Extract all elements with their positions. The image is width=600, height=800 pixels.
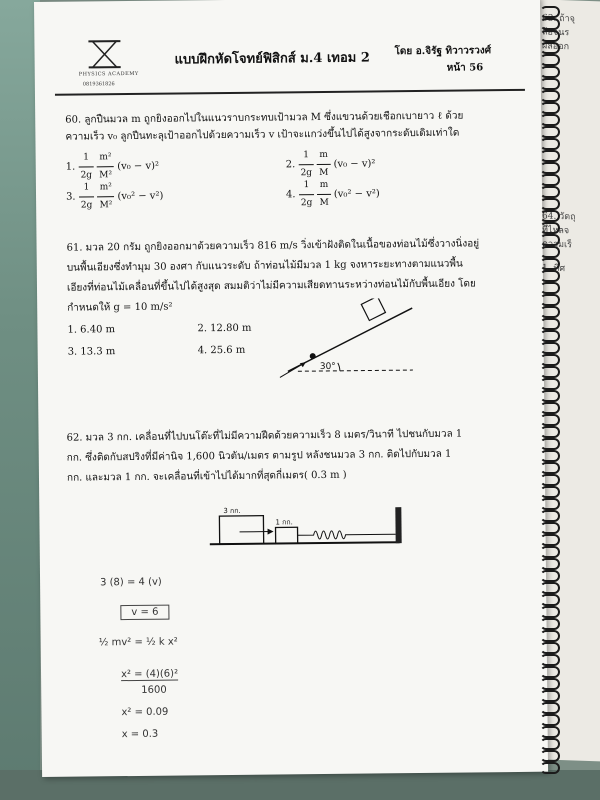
spiral-coil (540, 270, 560, 282)
spiral-coil (540, 510, 560, 522)
choice-number: 1. (65, 161, 76, 173)
spiral-coil (540, 90, 560, 102)
spiral-coil (540, 258, 560, 270)
spiral-coil (540, 630, 560, 642)
choice-tail: (v₀ − v)² (117, 160, 160, 173)
behind-line: ที่ไหลจ (542, 225, 570, 237)
frac-num: 1 (298, 147, 314, 165)
spiral-coil (540, 702, 560, 714)
spiral-coil (540, 654, 560, 666)
block-1kg-label: 1 กก. (275, 518, 293, 527)
q61-text-line3: เอียงที่ท่อนไม้เคลื่อนที่ขึ้นไปได้สูงสุด สมมติว่าไม่มีความเสียดทานระหว่างท่อนไม้กับพื้นเอียง โดย (66, 278, 476, 294)
spiral-coil (540, 534, 560, 546)
hand-line-energy: ½ mv² = ½ k x² (98, 636, 178, 649)
q61-choice-1: 1. 6.40 m (67, 324, 116, 336)
q60-text-line2: ความเร็ว v₀ ลูกปืนทะลุเป้าออกไปด้วยความเร็ว v เป้าจะแกว่งขึ้นไปได้สูงจากระดับเดิมเท่าใด (65, 127, 460, 143)
choice-number: 3. (65, 191, 76, 203)
spiral-coil (540, 30, 560, 42)
spiral-coil (540, 570, 560, 582)
spiral-coil (540, 342, 560, 354)
choice-number: 4. (285, 189, 296, 201)
frac-den: 2g (80, 170, 93, 181)
behind-line: ผลออก (542, 41, 570, 53)
spiral-coil (540, 606, 560, 618)
spiral-coil (540, 762, 560, 774)
spiral-coil (540, 174, 560, 186)
behind-line: 1. ทิศ (542, 263, 566, 275)
spiral-coil (540, 150, 560, 162)
spiral-coil (540, 582, 560, 594)
spiral-coil (540, 138, 560, 150)
spiral-coil (540, 42, 560, 54)
behind-line: ล้อจนร (542, 27, 570, 39)
behind-line: ความเร็ (542, 239, 572, 251)
spiral-coil (540, 390, 560, 402)
spiral-coil (540, 6, 560, 18)
spiral-coil (540, 186, 560, 198)
frac-num: 1 (299, 177, 315, 195)
spiral-coil (540, 210, 560, 222)
spiral-coil (540, 666, 560, 678)
spiral-coil (540, 354, 560, 366)
spiral-coil (540, 54, 560, 66)
angle-arc (338, 363, 340, 371)
spiral-coil (540, 114, 560, 126)
spiral-coil (540, 546, 560, 558)
horizontal-reference (298, 370, 413, 371)
spiral-coil (540, 18, 560, 30)
spiral-coil (540, 162, 560, 174)
motion-arrow-head (268, 529, 274, 535)
spiral-coil (540, 486, 560, 498)
q62-text-line3: กก. และมวล 1 กก. จะเคลื่อนที่เข้าไปได้มากที่สุดกี่เมตร( 0.3 m ) (66, 469, 347, 484)
spiral-coil (540, 306, 560, 318)
spiral-coil (540, 438, 560, 450)
spiral-coil (540, 642, 560, 654)
block-1kg (276, 527, 298, 543)
frac-den: M² (99, 170, 113, 181)
spiral-coil (540, 366, 560, 378)
hand-line-momentum: 3 (8) = 4 (v) (100, 576, 162, 589)
header-divider (55, 89, 525, 96)
q62-text-line2: กก. ซึ่งติดกับสปริงที่มีค่านิจ 1,600 นิวตัน/เมตร ตามรูป หลังชนมวล 3 กก. ติดไปกับมวล 1 (66, 448, 452, 464)
q61-choice-3: 3. 13.3 m (67, 346, 116, 358)
spiral-coil (540, 714, 560, 726)
hand-line-x2-value: x² = 0.09 (121, 706, 169, 719)
spiral-coil (540, 66, 560, 78)
choice-tail: (v₀² − v²) (333, 188, 380, 200)
spiral-coil (540, 462, 560, 474)
angle-label: 30° (319, 361, 336, 373)
q62-text-line1: 62. มวล 3 กก. เคลื่อนที่ไปบนโต๊ะที่ไม่มีความฝืดด้วยความเร็ว 8 เมตร/วินาที ไปชนกับมวล 1 (66, 428, 463, 444)
spiral-coil (540, 102, 560, 114)
behind-line: 64. วัตถุ (542, 211, 576, 223)
choice-number: 2. (285, 159, 296, 171)
spiral-coil (540, 78, 560, 90)
q60-choice-3 (66, 179, 164, 215)
spiral-coil (540, 594, 560, 606)
spiral-binding (540, 0, 562, 790)
frac-den: M² (99, 200, 113, 211)
frac-den: M (319, 197, 329, 209)
background-fabric (0, 0, 40, 800)
wood-block (361, 298, 385, 321)
spiral-coil (540, 222, 560, 234)
hand-line-x2: x² = (4)(6)² (120, 668, 179, 681)
hand-boxed-result: v = 6 (120, 605, 169, 621)
collision-spring-diagram (209, 502, 410, 554)
page-title: แบบฝึกหัดโจทย์ฟิสิกส์ ม.4 เทอม 2 (174, 50, 370, 68)
frac-num: m² (97, 149, 114, 167)
frac-num: 1 (79, 179, 95, 197)
hourglass-logo-icon (84, 39, 124, 69)
logo-phone: 0819361826 (82, 81, 115, 88)
choice-tail: (v₀² − v²) (117, 190, 164, 203)
spiral-coil (540, 414, 560, 426)
spiral-coil (540, 558, 560, 570)
spiral-coil (540, 474, 560, 486)
q61-choice-4: 4. 25.6 m (197, 344, 246, 357)
frac-num: 1 (78, 149, 94, 167)
spiral-coil (540, 246, 560, 258)
hand-line-answer: x = 0.3 (121, 728, 159, 741)
spiral-coil (540, 378, 560, 390)
q60-choice-4 (286, 176, 380, 212)
q61-text-line4: กำหนดให้ g = 10 m/s² (67, 301, 173, 314)
incline-diagram (257, 298, 418, 380)
spiral-coil (540, 726, 560, 738)
spiral-coil (540, 522, 560, 534)
spiral-coil (540, 450, 560, 462)
q61-text-line2: บนพื้นเอียงซึ่งทำมุม 30 องศา กับแนวระดับ ถ้าท่อนไม้มีมวล 1 kg จงหาระยะทางตามแนวพื้น (66, 258, 463, 274)
frac-den: 2g (300, 198, 313, 209)
frac-den: M (319, 167, 329, 179)
frac-den: 2g (80, 200, 93, 211)
frac-num: m² (97, 179, 114, 197)
q61-choice-2: 2. 12.80 m (197, 322, 252, 335)
frac-den: 2g (300, 168, 313, 179)
frac-num: m (317, 177, 330, 195)
spiral-coil (540, 690, 560, 702)
block-3kg (219, 516, 263, 544)
spiral-coil (540, 126, 560, 138)
choice-tail: (v₀ − v)² (333, 158, 376, 170)
spiral-coil (540, 426, 560, 438)
hand-line-denominator: 1600 (141, 684, 167, 696)
spiral-coil (540, 318, 560, 330)
wall (395, 507, 401, 543)
worksheet-page (34, 0, 548, 777)
spiral-coil (540, 234, 560, 246)
spiral-coil (540, 750, 560, 762)
logo-text: PHYSICS ACADEMY (78, 70, 139, 78)
incline-surface (287, 308, 413, 371)
spiral-coil (540, 498, 560, 510)
spring-coil (298, 530, 396, 539)
spiral-coil (540, 294, 560, 306)
spiral-coil (540, 282, 560, 294)
q60-text-line1: 60. ลูกปืนมวล m ถูกยิงออกไปในแนวราบกระทบเป้ามวล M ซึ่งแขวนด้วยเชือกเบายาว ℓ ด้วย (65, 110, 464, 126)
page-number: หน้า 56 (446, 62, 484, 74)
frac-num: m (317, 147, 330, 165)
spiral-coil (540, 678, 560, 690)
spiral-coil (540, 198, 560, 210)
q61-text-line1: 61. มวล 20 กรัม ถูกยิงออกมาด้วยความเร็ว 816 m/s วิ่งเข้าฝังติดในเนื้อของท่อนไม้ซึ่งวางนิ่งอยู่ (66, 238, 480, 254)
author: โดย อ.จิรัฐ ทิวาวรวงศ์ (394, 45, 492, 58)
behind-line: 63. ถ้าจุ (542, 13, 575, 25)
spiral-coil (540, 330, 560, 342)
spiral-coil (540, 402, 560, 414)
block-3kg-label: 3 กก. (223, 506, 241, 516)
spiral-coil (540, 618, 560, 630)
spiral-coil (540, 738, 560, 750)
